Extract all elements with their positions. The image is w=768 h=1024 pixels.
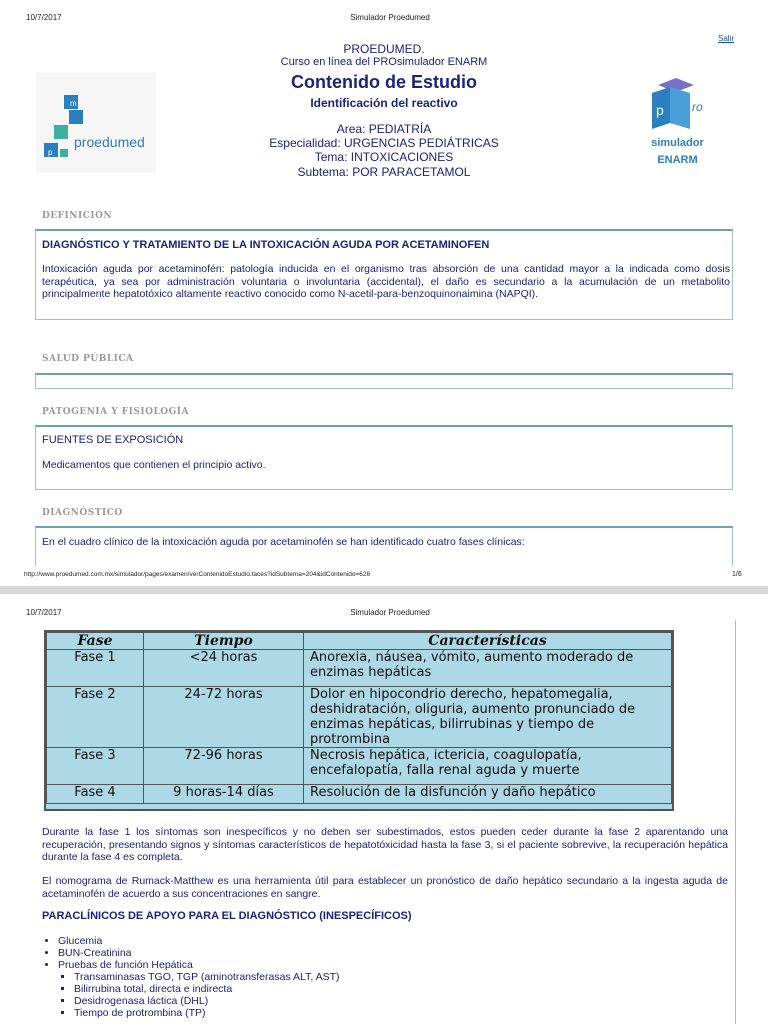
list-item: ▪ Transaminasas TGO, TGP (aminotransferasas ALT, AST) (74, 971, 732, 983)
enarm-word: ENARM (657, 154, 698, 166)
print-title-2: Simulador Proedumed (350, 608, 430, 617)
print-title: Simulador Proedumed (350, 13, 430, 22)
subtema-line: Subtema: POR PARACETAMOL (297, 165, 471, 179)
definicion-text: Intoxicación aguda por acetaminofén: patología inducida en el organismo tras absorción de una cantidad mayor a la indicada como dosis terapéutica, ya sea por administración voluntaria o involuntaria (accidental), el daño es secundario a la acumulación de un metabolito principalmente hepatotóxico altamente reactivo conocido como N-acetil-para-benzoquinonaimina (NAPQI). (42, 263, 730, 300)
tiempo-cell: 9 horas-14 días (144, 785, 304, 804)
proedumed-wordmark: proedumed (74, 134, 145, 150)
page-subtitle: Identificación del reactivo (310, 96, 458, 110)
fases-paragraph: Durante la fase 1 los síntomas son inespecíficos y no deben ser subestimados, estos pueden ceder durante la fase 2 aparentando una recuperación, presentando signos y síntomas característicos de hepatotóxicidad hasta la fase 3, si el paciente sobrevive, la recuperación hepática durante la fase 4 es completa. (42, 826, 728, 863)
salir-link[interactable]: Salir (718, 34, 735, 43)
tiempo-cell: 72-96 horas (144, 748, 304, 785)
table-row (47, 650, 672, 687)
patogenia-box (35, 425, 733, 490)
patogenia-label: PATOGENIA Y FISIOLOGÍA (42, 407, 189, 417)
salud-publica-box (35, 373, 733, 389)
caracteristicas-cell: Dolor en hipocondrio derecho, hepatomegalia, deshidratación, oliguria, aumento pronunciado de enzimas hepáticas, bilirrubinas y tiempo de protrombina (304, 687, 672, 748)
list-item: ▪ Bilirrubina total, directa e indirecta (74, 983, 732, 995)
course-name: Curso en línea del PROsimulador ENARM (280, 56, 488, 68)
definicion-label: DEFINICIÓN (42, 211, 113, 221)
caracteristicas-cell: Necrosis hepática, ictericia, coagulopatía, encefalopatía, falla renal aguda y muerte (304, 748, 672, 785)
table-row (47, 748, 672, 785)
nomograma-paragraph: El nomograma de Rumack-Matthew es una herramienta útil para establecer un pronóstico de daño hepático secundario a la ingesta aguda de acetaminofén de acuerdo a sus concentraciones en sangre. (42, 875, 728, 900)
proedumed-blocks-icon (36, 73, 156, 173)
list-item-label: Pruebas de función Hepática (58, 959, 193, 971)
phases-header-row (47, 633, 672, 650)
caracteristicas-cell: Anorexia, náusea, vómito, aumento moderado de enzimas hepáticas (304, 650, 672, 687)
phases-table-image (44, 630, 674, 811)
svg-text:m: m (70, 99, 77, 108)
paraclinicos-heading: PARACLÍNICOS DE APOYO PARA EL DIAGNÓSTICO (INESPECÍFICOS) (42, 910, 412, 922)
footer-page: 1/6 (732, 571, 742, 578)
page-title: Contenido de Estudio (291, 72, 477, 92)
col-caracteristicas: Características (304, 633, 672, 650)
col-fase: Fase (47, 633, 144, 650)
list-item (58, 959, 732, 1019)
svg-text:ro: ro (692, 100, 703, 114)
svg-text:p: p (48, 148, 53, 157)
salud-publica-label: SALUD PÚBLICA (42, 354, 134, 364)
patogenia-heading: FUENTES DE EXPOSICIÓN (42, 434, 184, 446)
table-row (47, 785, 672, 804)
fase-cell: Fase 4 (47, 785, 144, 804)
fase-cell: Fase 1 (47, 650, 144, 687)
diagnostico-box (35, 526, 733, 566)
pro-cube-icon (630, 75, 725, 137)
tiempo-cell: 24-72 horas (144, 687, 304, 748)
list-item: ▪ Desidrogenasa láctica (DHL) (74, 995, 732, 1007)
caracteristicas-cell: Resolución de la disfunción y daño hepático (304, 785, 672, 804)
simulador-logo (630, 75, 725, 175)
pruebas-sublist (58, 971, 732, 1019)
area-line: Area: PEDIATRÍA (336, 122, 432, 136)
svg-text:p: p (656, 102, 664, 118)
simulador-word: simulador (651, 137, 704, 149)
tiempo-cell: <24 horas (144, 650, 304, 687)
list-item: • BUN-Creatinina (58, 947, 732, 959)
table-row (47, 687, 672, 748)
fase-cell: Fase 2 (47, 687, 144, 748)
proedumed-logo (36, 73, 156, 173)
paraclinicos-list (42, 935, 732, 1019)
page-separator (0, 586, 768, 594)
list-item: ▪ Tiempo de protrombina (TP) (74, 1007, 732, 1019)
patogenia-text: Medicamentos que contienen el principio activo. (42, 459, 266, 471)
especialidad-line: Especialidad: URGENCIAS PEDIÁTRICAS (269, 136, 499, 150)
print-date-2: 10/7/2017 (26, 608, 62, 617)
page2-border (735, 620, 736, 1024)
definicion-box (35, 229, 733, 320)
definicion-heading: DIAGNÓSTICO Y TRATAMIENTO DE LA INTOXICACIÓN AGUDA POR ACETAMINOFEN (42, 239, 490, 251)
phases-table (46, 632, 672, 804)
list-item: • Glucemia (58, 935, 732, 947)
brand-name: PROEDUMED. (343, 42, 425, 56)
diagnostico-label: DIAGNÓSTICO (42, 508, 123, 518)
col-tiempo: Tiempo (144, 633, 304, 650)
print-date: 10/7/2017 (26, 13, 62, 22)
tema-line: Tema: INTOXICACIONES (314, 150, 454, 164)
diagnostico-text: En el cuadro clínico de la intoxicación aguda por acetaminofén se han identificado cuatro fases clínicas: (42, 536, 525, 548)
footer-url: http://www.proedumed.com.mx/simulador/pages/examen/verContenidoEstudio.faces?idSubtema=204&idContenido=626 (24, 571, 371, 578)
fase-cell: Fase 3 (47, 748, 144, 785)
